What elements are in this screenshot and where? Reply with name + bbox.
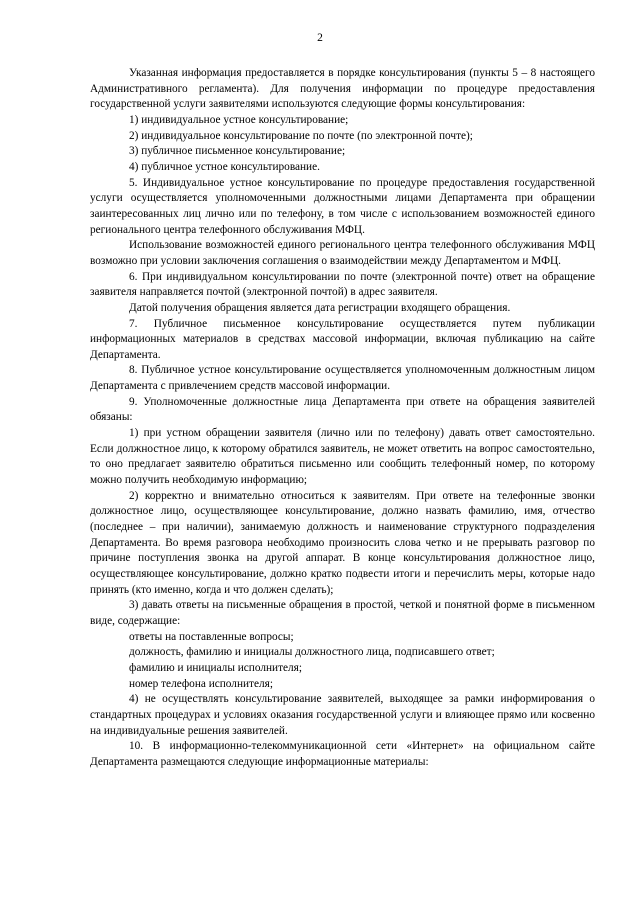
paragraph: 3) публичное письменное консультирование; (129, 145, 346, 158)
paragraph: 8. Публичное устное консультирование осуществляется уполномоченным должностным лицом Департамента с привлечением средств массовой информации. (90, 364, 595, 393)
paragraph: Датой получения обращения является дата регистрации входящего обращения. (129, 301, 511, 314)
paragraph: 2) индивидуальное консультирование по почте (по электронной почте); (129, 129, 473, 142)
paragraph: 6. При индивидуальном консультировании по почте (электронной почте) ответ на обращение заявителя направляется почтой (электронной почтой) в адрес заявителя. (90, 270, 595, 299)
paragraph: фамилию и инициалы исполнителя; (129, 661, 302, 674)
paragraph: 7. Публичное письменное консультирование осуществляется путем публикации информационных материалов в средствах массовой информации, включая публикацию на сайте Департамента. (90, 317, 595, 361)
paragraph: 1) при устном обращении заявителя (лично или по телефону) давать ответ самостоятельно. Если должностное лицо, к которому обратился заявитель, не может ответить на вопрос самостоятельно, то оно предлагает заявителю обратиться письменно или сообщить телефонный номер, по которому можно получить необходимую информацию; (90, 427, 595, 487)
paragraph: 3) давать ответы на письменные обращения в простой, четкой и понятной форме в письменном виде, содержащие: (90, 599, 595, 627)
paragraph: 4) публичное устное консультирование. (129, 160, 320, 173)
paragraph: Использование возможностей единого регионального центра телефонного обслуживания МФЦ возможно при условии заключения соглашения о взаимодействии между Департаментом и МФЦ. (90, 239, 595, 267)
paragraph: 1) индивидуальное устное консультирование; (129, 113, 349, 126)
paragraph: номер телефона исполнителя; (129, 677, 273, 690)
paragraph: 4) не осуществлять консультирование заявителей, выходящее за рамки информирования о стандартных процедурах и условиях оказания государственной услуги и влияющее прямо или косвенно на индивидуальные решения заявителей. (90, 693, 595, 737)
paragraph: 9. Уполномоченные должностные лица Департамента при ответе на обращения заявителей обязаны: (90, 395, 595, 424)
page-number: 2 (317, 32, 323, 44)
paragraph: Указанная информация предоставляется в порядке консультирования (пункты 5 – 8 настоящего Административного регламента). Для получения информации по процедуре предоставления государственной услуги заявителями используются следующие формы консультирования: (90, 67, 595, 111)
document-body (90, 66, 595, 771)
paragraph: должность, фамилию и инициалы должностного лица, подписавшего ответ; (129, 646, 495, 659)
paragraph: 2) корректно и внимательно относиться к заявителям. При ответе на телефонные звонки должностное лицо, осуществляющее консультирование, должно назвать фамилию, имя, отчество (последнее – при наличии), занимаемую должность и наименование структурного подразделения Департамента. Во время разговора необходимо произносить слова четко и не прерывать разговор по причине поступления звонка на другой аппарат. В конце консультирования должностное лицо, осуществляющее консультирование, должно кратко подвести итоги и перечислить меры, которые надо принять (кто именно, когда и что должен сделать); (90, 489, 595, 596)
paragraph: 10. В информационно-телекоммуникационной сети «Интернет» на официальном сайте Департамента размещаются следующие информационные материалы: (90, 740, 595, 768)
paragraph: 5. Индивидуальное устное консультирование по процедуре предоставления государственной услуги осуществляется уполномоченными должностными лицами Департамента при обращении заинтересованных лиц лично или по телефону, в том числе с использованием возможностей единого регионального центра телефонного обслуживания МФЦ. (90, 176, 595, 236)
paragraph: ответы на поставленные вопросы; (129, 630, 294, 643)
